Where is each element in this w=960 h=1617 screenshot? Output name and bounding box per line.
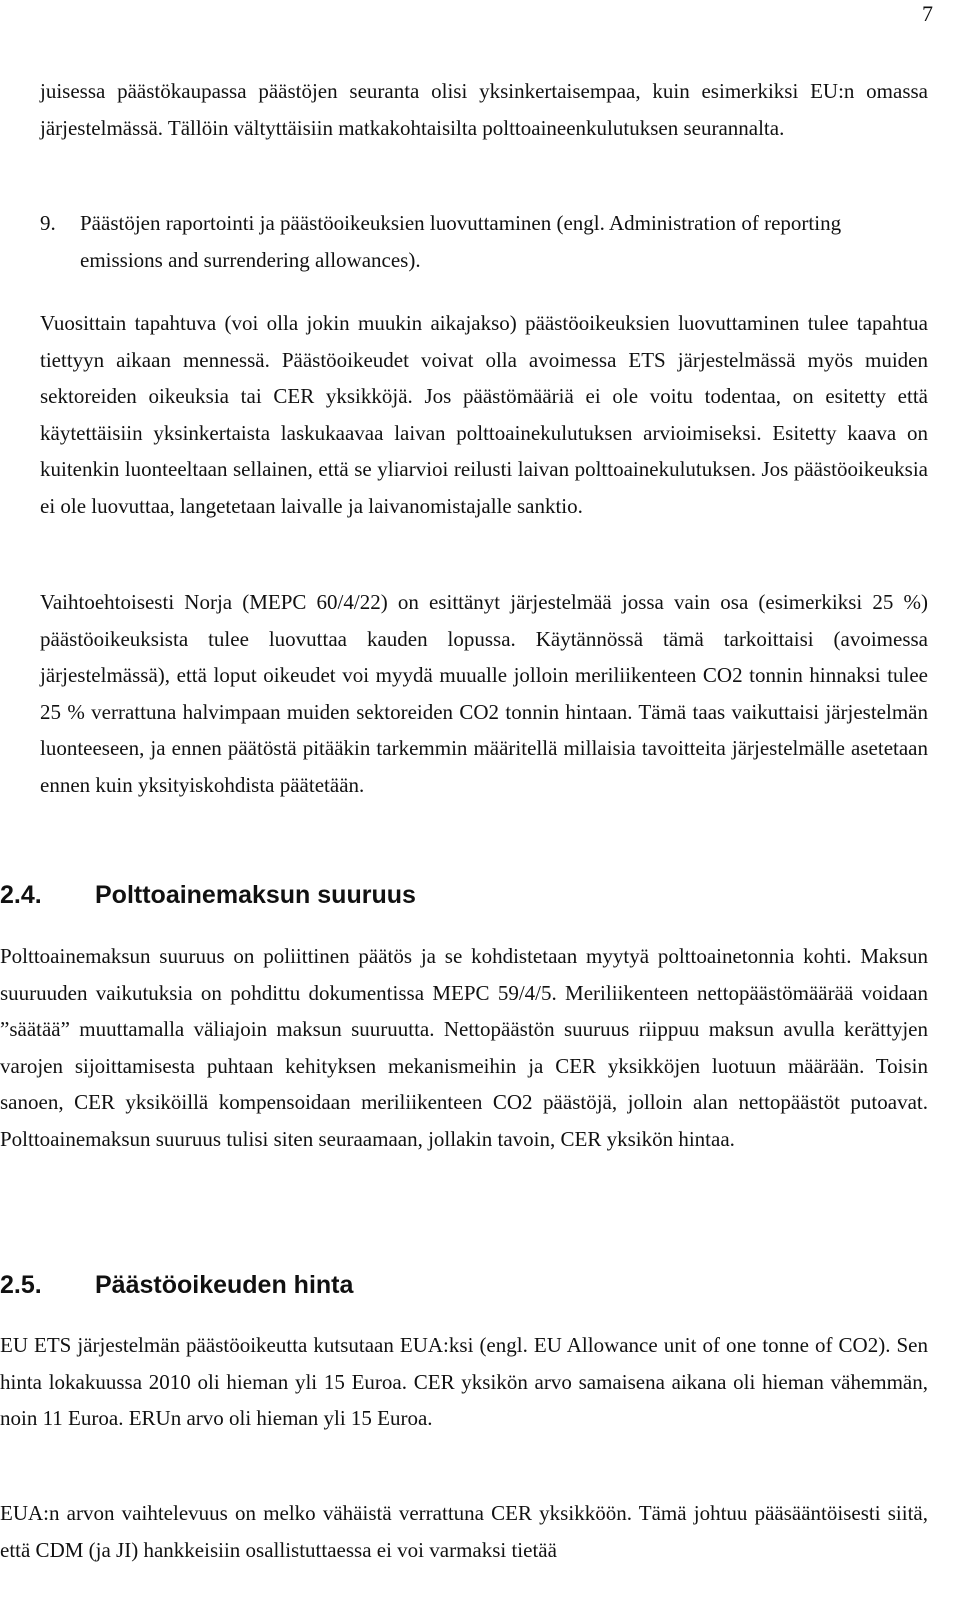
- paragraph-norway-proposal: Vaihtoehtoisesti Norja (MEPC 60/4/22) on esittänyt järjestelmää jossa vain osa (esimerkiksi 25 %) päästöoikeuksista tulee luovuttaa kauden lopussa. Käytännössä tämä tarkoittaisi (avoimessa järjestelmässä), että loput oikeudet voi myydä muualle jolloin meriliikenteen CO2 tonnin hinnaksi tulee 25 % verrattuna halvimpaan muiden sektoreiden CO2 tonnin hintaan. Tämä taas vaikuttaisi järjestelmän luonteeseen, ja ennen päätöstä pitääkin tarkemmin määritellä millaisia tavoitteita järjestelmälle asetetaan ennen kuin yksityiskohdista päätetään.: [40, 590, 928, 797]
- section-heading-2-5: [0, 1269, 353, 1301]
- list-item-number: 9.: [40, 211, 56, 235]
- section-2-5-paragraph: EU ETS järjestelmän päästöoikeutta kutsutaan EUA:ksi (engl. EU Allowance unit of one tonne of CO2). Sen hinta lokakuussa 2010 oli hieman yli 15 Euroa. CER yksikön arvo samaisena aikana oli hieman vähemmän, noin 11 Euroa. ERUn arvo oli hieman yli 15 Euroa.: [0, 1333, 928, 1430]
- section-title: Polttoainemaksun suuruus: [95, 881, 416, 909]
- section-2-5-paragraph-2: EUA:n arvon vaihtelevuus on melko vähäistä verrattuna CER yksikköön. Tämä johtuu pääsääntöisesti siitä, että CDM (ja JI) hankkeisiin osallistuttaessa ei voi varmaksi tietää: [0, 1501, 928, 1562]
- section-title: Päästöoikeuden hinta: [95, 1271, 354, 1299]
- paragraph-surrender: Vuosittain tapahtuva (voi olla jokin muukin aikajakso) päästöoikeuksien luovuttaminen tulee tapahtua tiettyyn aikaan mennessä. Päästöoikeudet voivat olla avoimessa ETS järjestelmässä myös muiden sektoreiden oikeuksia tai CER yksikköjä. Jos päästömääriä ei ole voitu todentaa, on esitetty että käytettäisiin yksinkertaista laskukaavaa laivan polttoainekulutuksen arvioimiseksi. Esitetty kaava on kuitenkin luonteeltaan sellainen, että se yliarvioi reilusti laivan polttoainekulutuksen. Jos päästöoikeuksia ei ole luovuttaa, langetetaan laivalle ja laivanomistajalle sanktio.: [40, 311, 928, 518]
- section-number: 2.5.: [0, 1271, 42, 1299]
- intro-paragraph: juisessa päästökaupassa päästöjen seuranta olisi yksinkertaisempaa, kuin esimerkiksi EU:n omassa järjestelmässä. Tällöin vältyttäisiin matkakohtaisilta polttoaineenkulutuksen seurannalta.: [40, 79, 928, 140]
- section-2-4-paragraph: Polttoainemaksun suuruus on poliittinen päätös ja se kohdistetaan myytyä polttoainetonnia kohti. Maksun suuruuden vaikutuksia on pohdittu dokumentissa MEPC 59/4/5. Meriliikenteen nettopäästömäärää voidaan ”säätää” muuttamalla väliajoin maksun suuruutta. Nettopäästön suuruus riippuu maksun avulla kerättyjen varojen sijoittamisesta puhtaan kehityksen mekanismeihin ja CER yksikköjen luotuun määrään. Toisin sanoen, CER yksiköillä kompensoidaan meriliikenteen CO2 päästöjä, jolloin alan nettopäästöt putoavat. Polttoainemaksun suuruus tulisi siten seuraamaan, jollakin tavoin, CER yksikön hintaa.: [0, 944, 928, 1151]
- section-number: 2.4.: [0, 881, 42, 909]
- list-item-9: [40, 205, 928, 278]
- page-number: 7: [922, 1, 933, 26]
- section-heading-2-4: [0, 879, 416, 911]
- list-item-text: Päästöjen raportointi ja päästöoikeuksien luovuttaminen (engl. Administration of reporting emissions and surrendering allowances).: [80, 211, 842, 272]
